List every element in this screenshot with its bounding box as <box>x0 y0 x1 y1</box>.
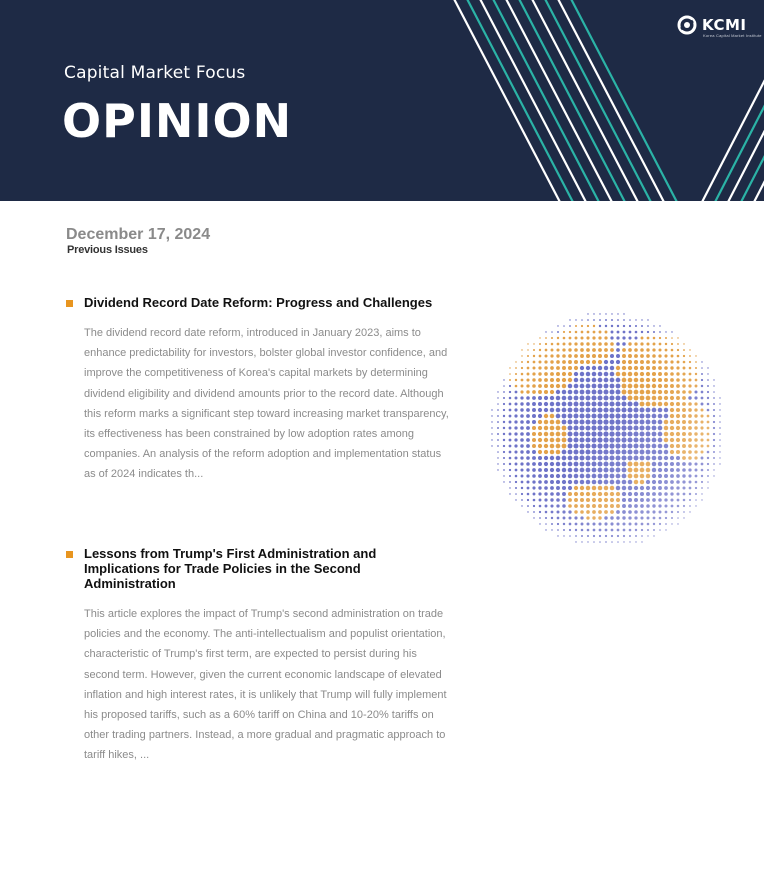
article-item <box>66 546 451 766</box>
article-title: Dividend Record Date Reform: Progress and Challenges <box>84 295 433 310</box>
article-title: Lessons from Trump's First Administration and Implications for Trade Policies in the Second Administration <box>84 546 377 591</box>
issue-date: December 17, 2024 <box>66 226 211 243</box>
article-item <box>66 295 451 485</box>
kcmi-logo-icon <box>676 14 698 36</box>
logo-text: KCMI <box>702 16 747 34</box>
previous-issues-link[interactable]: Previous Issues <box>67 244 148 256</box>
newsletter-header <box>0 0 764 201</box>
article-summary: The dividend record date reform, introduced in January 2023, aims to enhance predictability for investors, bolster global investor confidence, and improve the competitiveness of Korea's capital markets by determining dividend eligibility and dividend amounts prior to the record date. Although this reform marks a significant step toward increasing market transparency, its effectiveness has been constrained by low adoption rates among companies. An analysis of the reform adoption and implementation status as of 2024 indicates th... <box>84 327 449 481</box>
bullet-square-icon <box>66 300 73 307</box>
bullet-square-icon <box>66 551 73 558</box>
article-title-link[interactable] <box>66 295 451 310</box>
page-title: OPINION <box>62 94 293 148</box>
series-label: Capital Market Focus <box>64 63 246 83</box>
dotted-globe-icon <box>489 311 727 549</box>
article-summary: This article explores the impact of Trump's second administration on trade policies and the economy. The anti-intellectualism and populist orientation, characteristic of Trump's first term, are expected to persist during his second term. However, given the current economic landscape of elevated inflation and high interest rates, it is unlikely that Trump will fully implement his proposed tariffs, such as a 60% tariff on China and 10-20% tariffs on other trading partners. Instead, a more gradual and pragmatic approach to tariff hikes, ... <box>84 608 447 762</box>
article-title-link[interactable] <box>66 546 451 591</box>
logo-subtitle: Korea Capital Market Institute <box>703 33 762 38</box>
